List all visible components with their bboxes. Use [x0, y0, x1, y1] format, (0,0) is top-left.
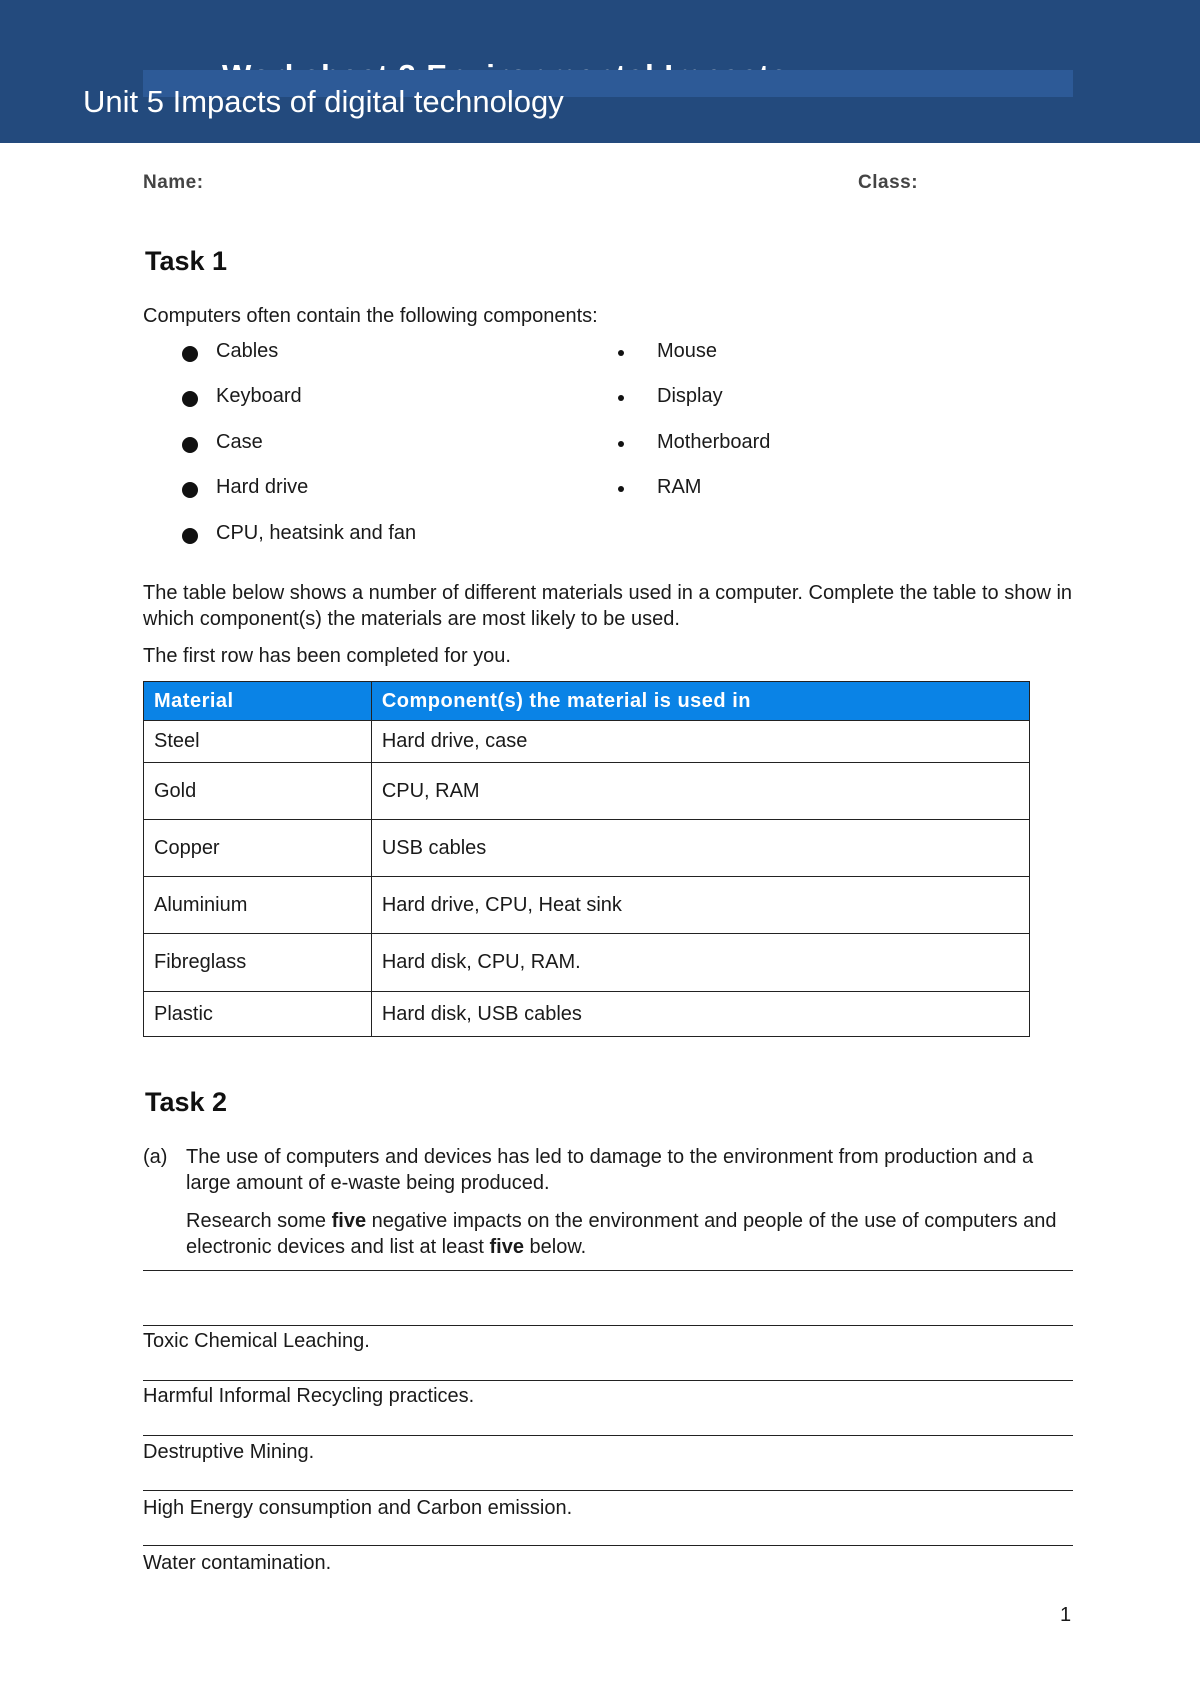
- first-row-note: The first row has been completed for you.: [143, 645, 511, 667]
- materials-table: [143, 681, 1030, 1037]
- part-a-label: (a): [143, 1146, 168, 1168]
- header-banner: [0, 0, 1200, 143]
- answer-line: [143, 1545, 1073, 1546]
- table-row: [144, 763, 1030, 820]
- header-material: Material: [144, 682, 372, 721]
- table-row: [144, 877, 1030, 934]
- class-label: Class:: [858, 172, 919, 193]
- task1-heading: Task 1: [145, 246, 228, 276]
- answer-text[interactable]: Water contamination.: [143, 1552, 332, 1574]
- table-row: [144, 721, 1030, 763]
- answer-line: [143, 1325, 1073, 1326]
- material-cell: Plastic: [144, 992, 372, 1037]
- bullet-icon: [618, 350, 624, 356]
- components-cell[interactable]: Hard disk, USB cables: [371, 992, 1029, 1037]
- answer-line: [143, 1270, 1073, 1271]
- answer-line: [143, 1490, 1073, 1491]
- answer-text[interactable]: Harmful Informal Recycling practices.: [143, 1385, 475, 1407]
- bullet-icon: [182, 391, 198, 407]
- bullet-icon: [182, 346, 198, 362]
- material-cell: Aluminium: [144, 877, 372, 934]
- table-header-row: [144, 682, 1030, 721]
- components-cell[interactable]: Hard drive, case: [371, 721, 1029, 763]
- bullet-icon: [618, 395, 624, 401]
- components-cell[interactable]: USB cables: [371, 820, 1029, 877]
- material-cell: Steel: [144, 721, 372, 763]
- header-components: Component(s) the material is used in: [371, 682, 1029, 721]
- material-cell: Fibreglass: [144, 934, 372, 992]
- page-number: 1: [1060, 1604, 1072, 1626]
- material-cell: Gold: [144, 763, 372, 820]
- components-cell[interactable]: Hard drive, CPU, Heat sink: [371, 877, 1029, 934]
- bullet-icon: [618, 486, 624, 492]
- task2-heading: Task 2: [145, 1087, 228, 1117]
- task1-intro: Computers often contain the following components:: [143, 305, 598, 327]
- bullet-icon: [182, 437, 198, 453]
- table-row: [144, 820, 1030, 877]
- bullet-icon: [182, 482, 198, 498]
- material-cell: Copper: [144, 820, 372, 877]
- part-a-text: The use of computers and devices has led to damage to the environment from production and a large amount of e-waste being produced.: [186, 1146, 1034, 1194]
- components-cell[interactable]: Hard disk, CPU, RAM.: [371, 934, 1029, 992]
- bullet-icon: [618, 441, 624, 447]
- components-cell[interactable]: CPU, RAM: [371, 763, 1029, 820]
- unit-title: Unit 5 Impacts of digital technology: [83, 84, 564, 119]
- answer-text[interactable]: High Energy consumption and Carbon emission.: [143, 1497, 573, 1519]
- answer-text[interactable]: Destruptive Mining.: [143, 1441, 315, 1463]
- task1-instructions: The table below shows a number of different materials used in a computer. Complete the table to show in which component(s) the materials are most likely to be used.: [143, 582, 1073, 630]
- answer-text[interactable]: Toxic Chemical Leaching.: [143, 1330, 370, 1352]
- research-instruction: Research some five negative impacts on the environment and people of the use of computers and electronic devices and list at least five below.: [186, 1210, 1057, 1258]
- bullet-icon: [182, 528, 198, 544]
- answer-line: [143, 1435, 1073, 1436]
- name-label: Name:: [143, 172, 204, 193]
- table-row: [144, 934, 1030, 992]
- table-row: [144, 992, 1030, 1037]
- answer-line: [143, 1380, 1073, 1381]
